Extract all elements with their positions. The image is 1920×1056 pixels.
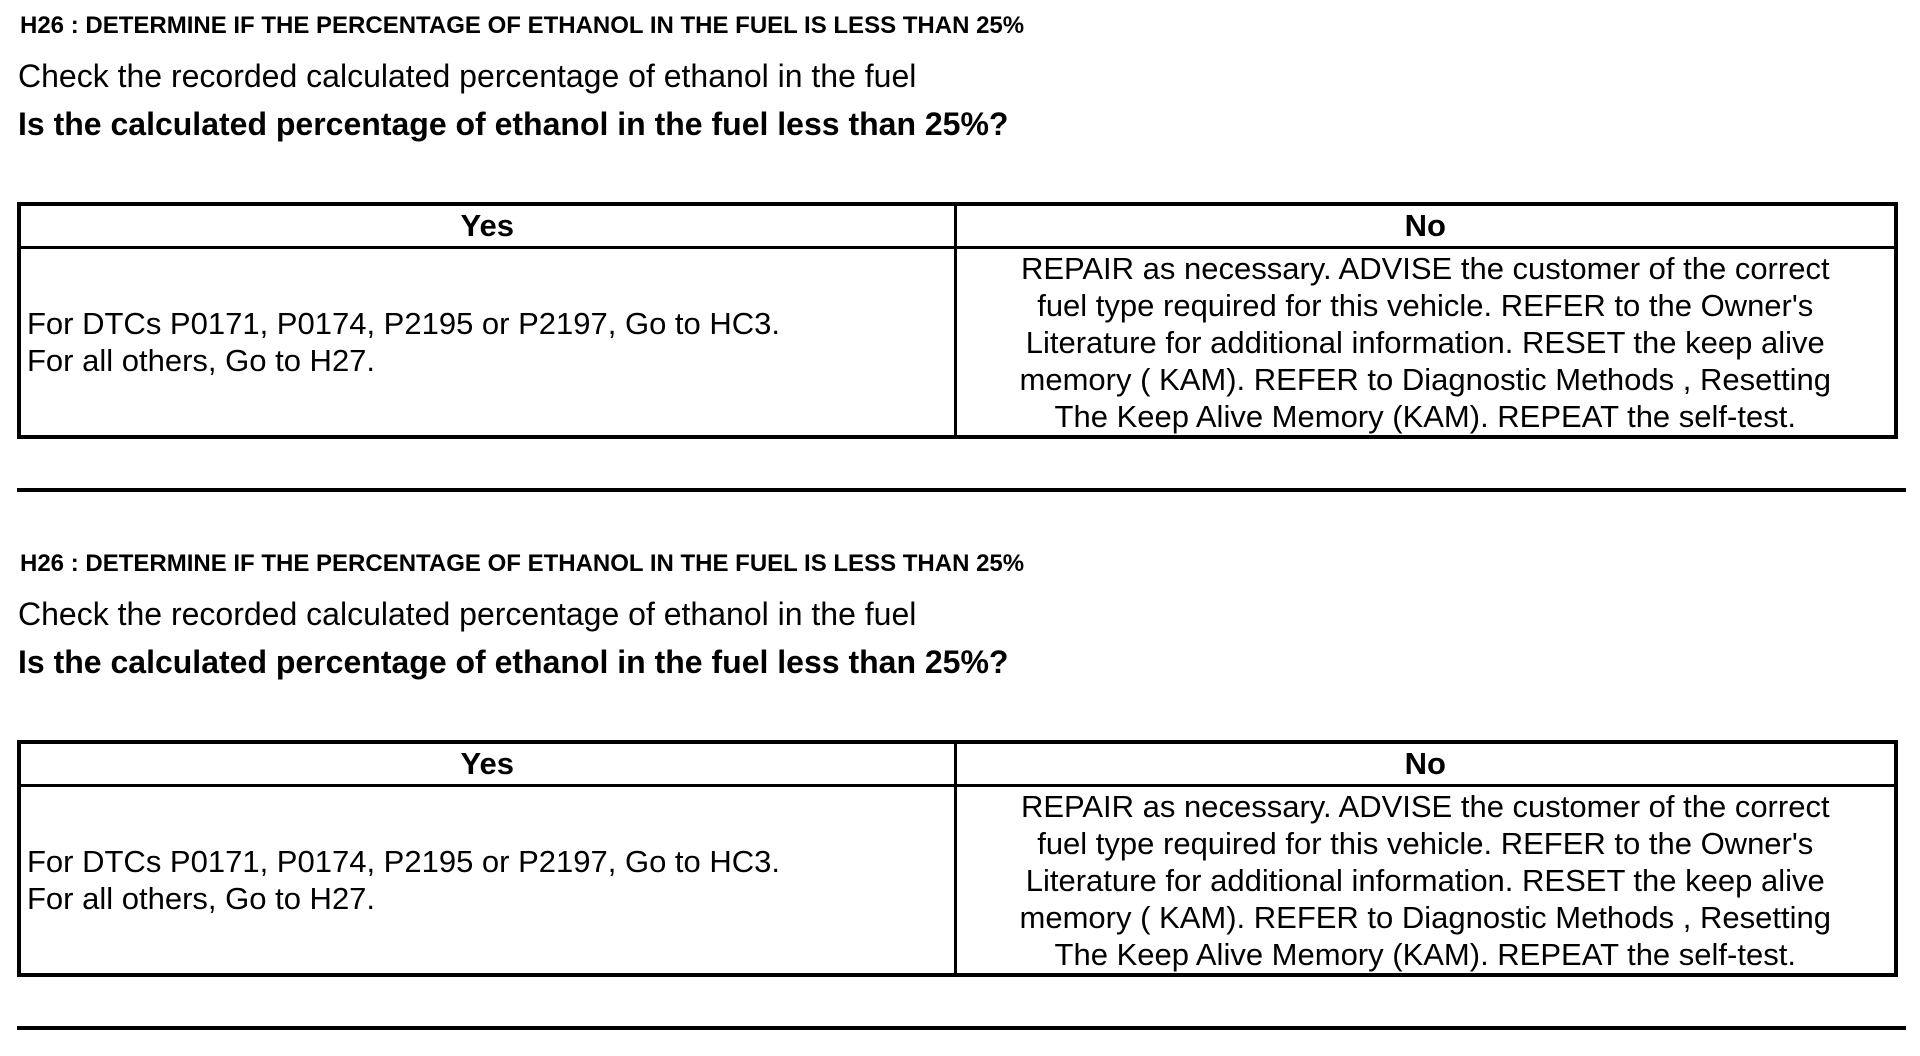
- yes-action-line: For DTCs P0171, P0174, P2195 or P2197, Go to HC3.: [27, 306, 781, 341]
- no-action-cell: [955, 786, 1896, 976]
- yes-action-line: For all others, Go to H27.: [27, 881, 376, 916]
- yes-header: Yes: [19, 204, 955, 248]
- step-instruction: Check the recorded calculated percentage of ethanol in the fuel: [18, 596, 917, 632]
- section-divider: [17, 1026, 1906, 1030]
- yes-header: Yes: [19, 742, 955, 786]
- step-question: Is the calculated percentage of ethanol in the fuel less than 25%?: [18, 644, 1009, 680]
- step-question: Is the calculated percentage of ethanol in the fuel less than 25%?: [18, 106, 1009, 142]
- no-action-line: fuel type required for this vehicle. REFER to the Owner's: [1037, 287, 1814, 323]
- step-title: H26 : DETERMINE IF THE PERCENTAGE OF ETHANOL IN THE FUEL IS LESS THAN 25%: [20, 12, 1025, 39]
- decision-table: [17, 740, 1898, 977]
- table-row: [19, 248, 1896, 438]
- yes-action-cell: [19, 786, 955, 976]
- no-action-line: The Keep Alive Memory (KAM). REPEAT the self-test.: [1054, 936, 1796, 972]
- no-action-line: memory ( KAM). REFER to Diagnostic Methods , Resetting: [1019, 361, 1831, 397]
- no-action-line: fuel type required for this vehicle. REFER to the Owner's: [1037, 825, 1814, 861]
- table-header-row: [19, 204, 1896, 248]
- no-action-line: memory ( KAM). REFER to Diagnostic Methods , Resetting: [1019, 899, 1831, 935]
- no-header: No: [955, 204, 1896, 248]
- no-action-line: The Keep Alive Memory (KAM). REPEAT the self-test.: [1054, 398, 1796, 434]
- step-title: H26 : DETERMINE IF THE PERCENTAGE OF ETHANOL IN THE FUEL IS LESS THAN 25%: [20, 550, 1025, 577]
- section-divider: [17, 488, 1906, 492]
- step-instruction: Check the recorded calculated percentage of ethanol in the fuel: [18, 58, 917, 94]
- no-header: No: [955, 742, 1896, 786]
- no-action-line: REPAIR as necessary. ADVISE the customer of the correct: [1020, 788, 1830, 824]
- yes-action-line: For DTCs P0171, P0174, P2195 or P2197, Go to HC3.: [27, 844, 781, 879]
- no-action-line: Literature for additional information. RESET the keep alive: [1025, 324, 1825, 360]
- no-action-line: REPAIR as necessary. ADVISE the customer of the correct: [1020, 250, 1830, 286]
- yes-action-cell: [19, 248, 955, 438]
- no-action-cell: [955, 248, 1896, 438]
- decision-table: [17, 202, 1898, 439]
- table-header-row: [19, 742, 1896, 786]
- table-row: [19, 786, 1896, 976]
- yes-action-line: For all others, Go to H27.: [27, 343, 376, 378]
- no-action-line: Literature for additional information. RESET the keep alive: [1025, 862, 1825, 898]
